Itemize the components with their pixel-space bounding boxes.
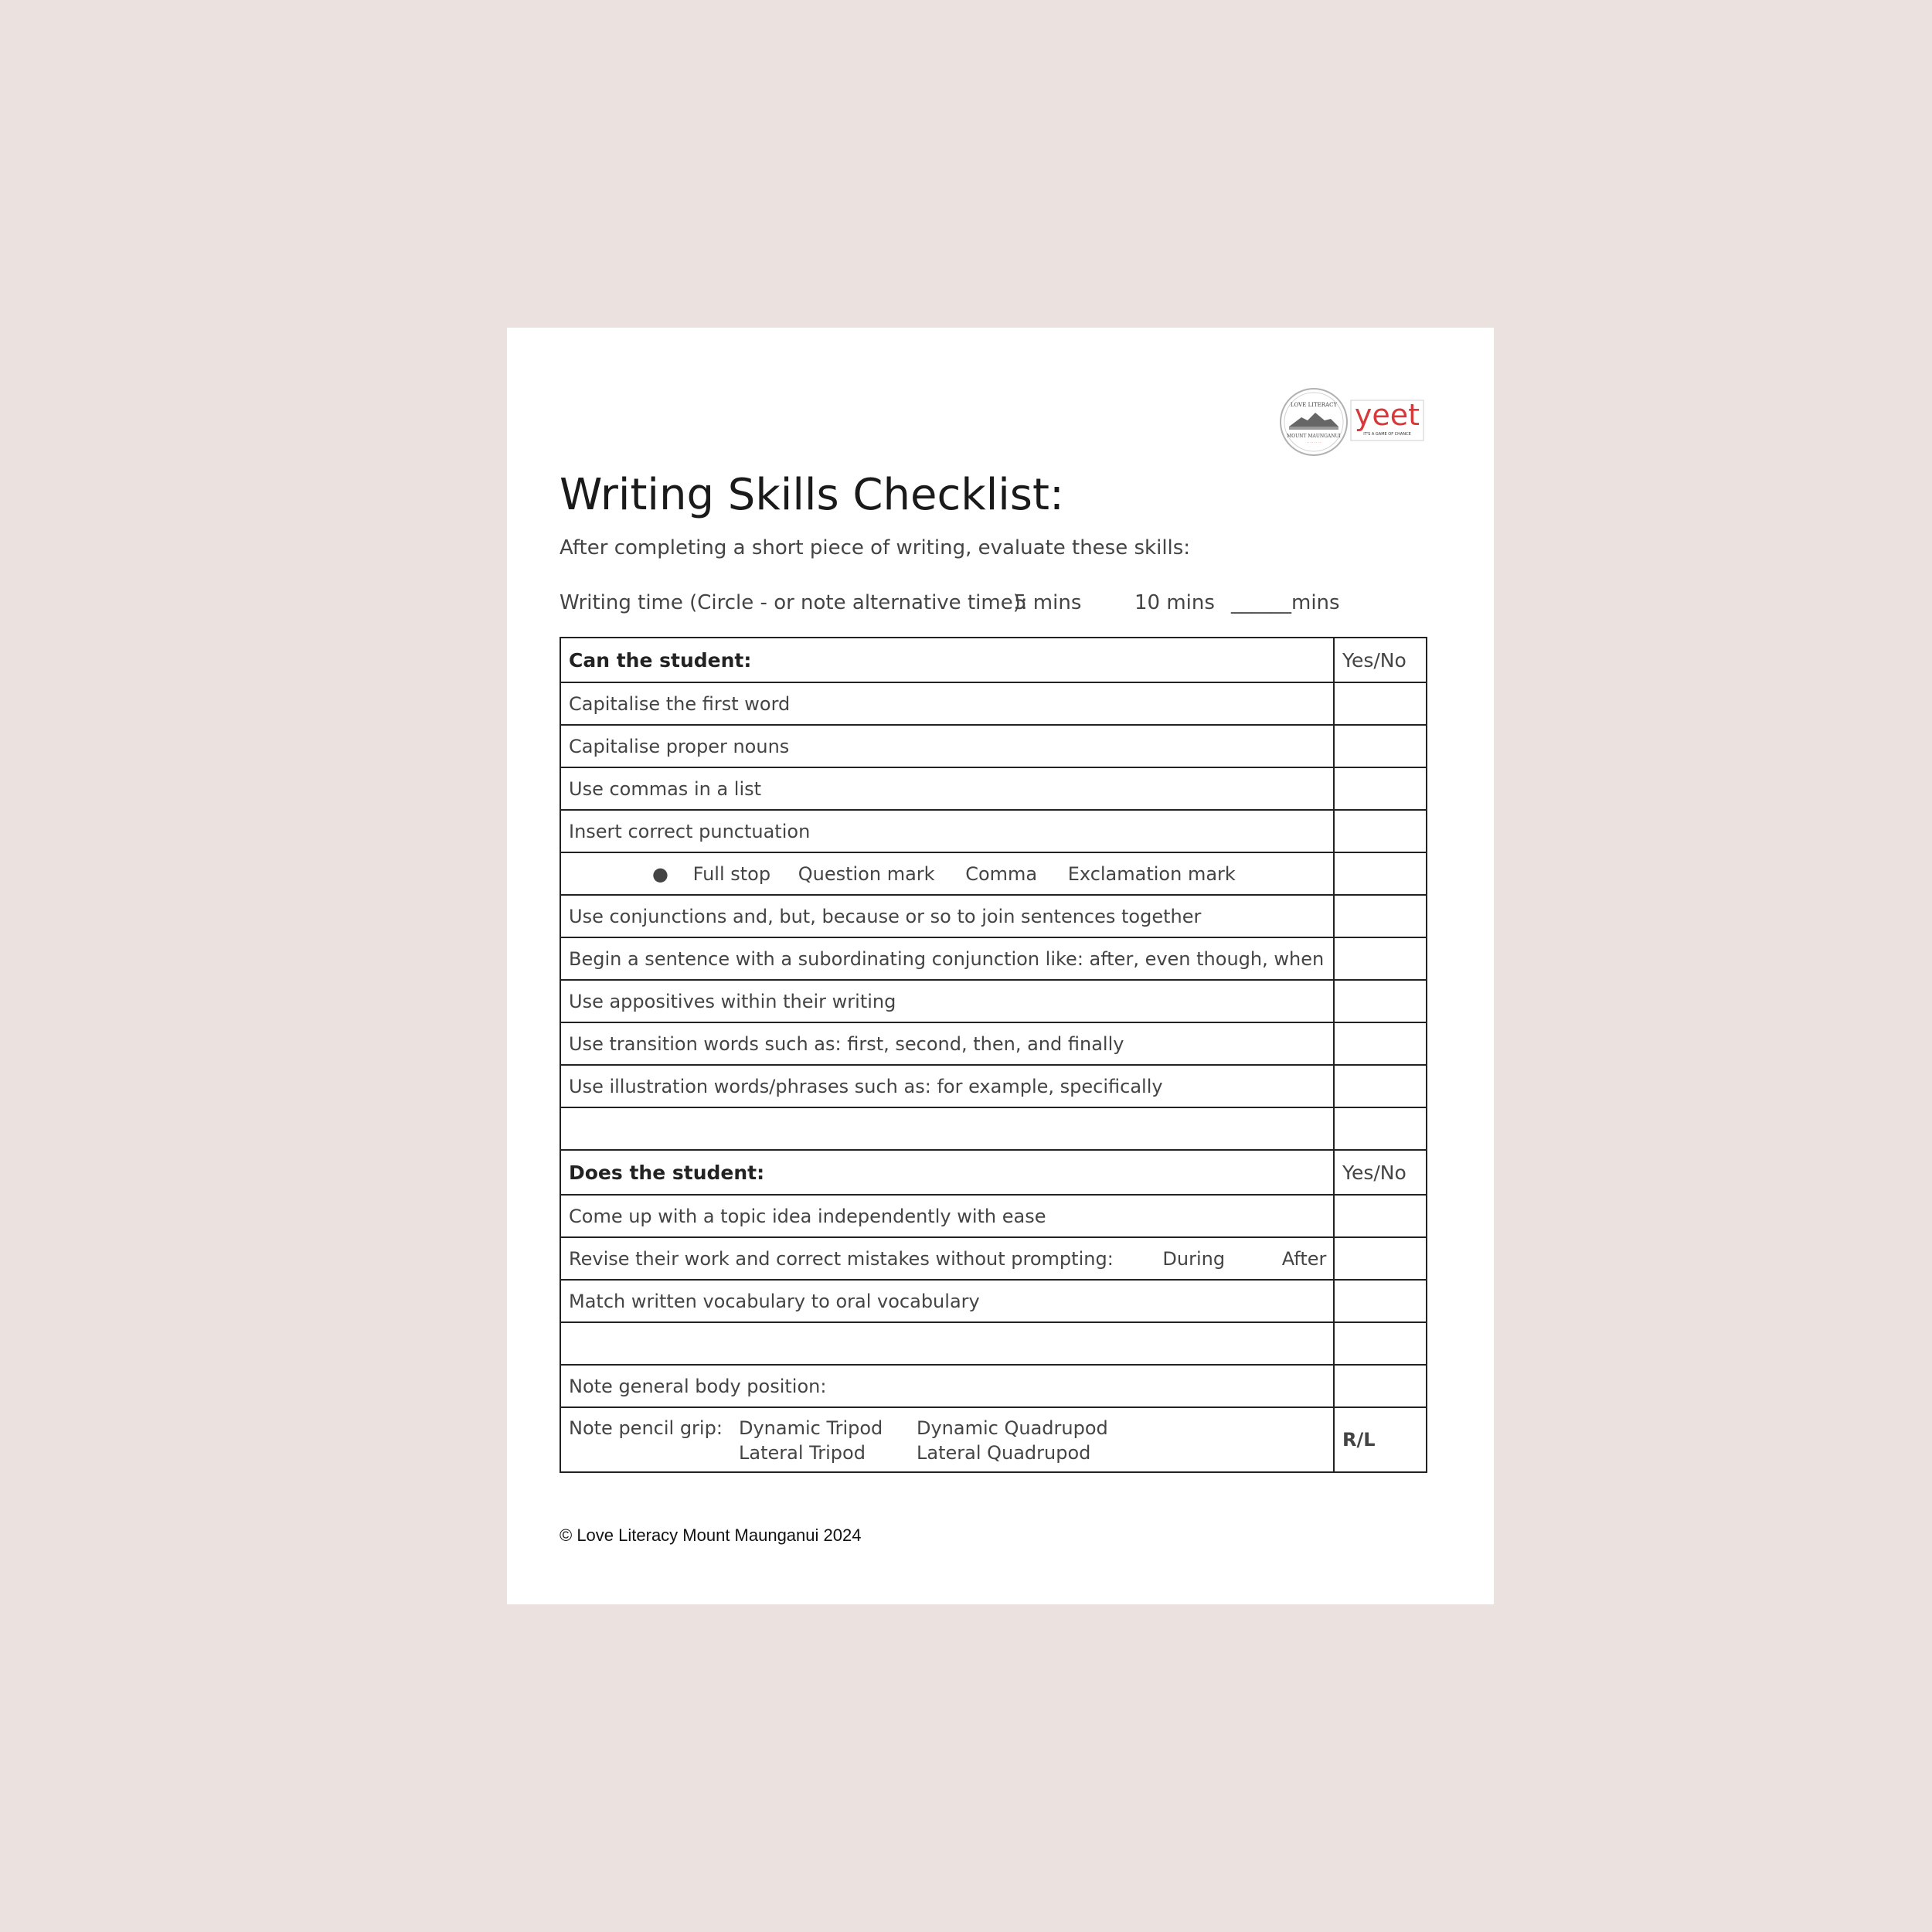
- skill-label: Use commas in a list: [560, 767, 1334, 810]
- table-row: [560, 1365, 1427, 1407]
- table-row: [560, 937, 1427, 980]
- table-row: [560, 1195, 1427, 1237]
- svg-text:yeet: yeet: [1354, 398, 1420, 432]
- table-row: [560, 682, 1427, 725]
- punctuation-option: Full stop: [692, 862, 771, 885]
- table-row: [560, 1107, 1427, 1150]
- table-row: [560, 1280, 1427, 1322]
- skill-label: Insert correct punctuation: [560, 810, 1334, 852]
- skill-label: Capitalise proper nouns: [560, 725, 1334, 767]
- table-row: [560, 852, 1427, 895]
- svg-text:LOVE LITERACY: LOVE LITERACY: [1290, 402, 1338, 408]
- skill-label: Use illustration words/phrases such as: for example, specifically: [560, 1065, 1334, 1107]
- skill-label: Use conjunctions and, but, because or so to join sentences together: [560, 895, 1334, 937]
- grip-option: Dynamic Quadrupod: [917, 1417, 1108, 1439]
- page-title: Writing Skills Checklist:: [560, 470, 1064, 520]
- writing-time-option-5[interactable]: 5 mins: [1014, 591, 1082, 614]
- bullet-icon: ●: [652, 862, 668, 885]
- skill-label: Revise their work and correct mistakes without prompting:: [569, 1247, 1114, 1270]
- blank-cell: [560, 1107, 1334, 1150]
- rl-answer-cell[interactable]: R/L: [1334, 1407, 1427, 1472]
- skill-label: Use transition words such as: first, second, then, and finally: [560, 1022, 1334, 1065]
- grip-option: Lateral Tripod: [739, 1442, 866, 1464]
- answer-cell[interactable]: [1334, 1237, 1427, 1280]
- yes-no-heading: Yes/No: [1334, 638, 1427, 682]
- answer-cell[interactable]: [1334, 767, 1427, 810]
- revise-row: [560, 1237, 1334, 1280]
- punctuation-option: Question mark: [798, 862, 935, 885]
- punctuation-option: Comma: [965, 862, 1038, 885]
- table-row: [560, 1150, 1427, 1195]
- answer-cell[interactable]: [1334, 1107, 1427, 1150]
- answer-cell[interactable]: [1334, 1195, 1427, 1237]
- page-subtitle: After completing a short piece of writing, evaluate these skills:: [560, 536, 1191, 560]
- table-row: [560, 810, 1427, 852]
- answer-cell[interactable]: [1334, 1280, 1427, 1322]
- revise-option-during: During: [1162, 1247, 1226, 1270]
- table-row: [560, 767, 1427, 810]
- svg-text:· · · · · · · ·: · · · · · · · ·: [1306, 440, 1321, 444]
- does-section-heading: Does the student:: [560, 1150, 1334, 1195]
- svg-text:MOUNT MAUNGANUI: MOUNT MAUNGANUI: [1287, 434, 1341, 439]
- skill-label: Begin a sentence with a subordinating conjunction like: after, even though, when: [560, 937, 1334, 980]
- answer-cell[interactable]: [1334, 937, 1427, 980]
- table-row: [560, 980, 1427, 1022]
- answer-cell[interactable]: [1334, 682, 1427, 725]
- writing-time-option-10[interactable]: 10 mins: [1134, 591, 1215, 614]
- answer-cell[interactable]: [1334, 1065, 1427, 1107]
- revise-option-after: After: [1281, 1247, 1327, 1270]
- pencil-grip-cell: [560, 1407, 1334, 1472]
- skill-label: Capitalise the first word: [560, 682, 1334, 725]
- writing-time-option-custom[interactable]: ______mins: [1231, 591, 1340, 614]
- answer-cell[interactable]: [1334, 725, 1427, 767]
- skill-label: Match written vocabulary to oral vocabulary: [560, 1280, 1334, 1322]
- can-section-heading: Can the student:: [560, 638, 1334, 682]
- grip-option: Lateral Quadrupod: [917, 1442, 1091, 1464]
- brand-logo: [1280, 386, 1425, 457]
- answer-cell[interactable]: [1334, 810, 1427, 852]
- writing-time-label: Writing time (Circle - or note alternative time):: [560, 591, 1028, 614]
- skill-label: Come up with a topic idea independently with ease: [560, 1195, 1334, 1237]
- copyright-footer: © Love Literacy Mount Maunganui 2024: [560, 1526, 862, 1545]
- body-position-label: Note general body position:: [560, 1365, 1334, 1407]
- answer-cell[interactable]: [1334, 1322, 1427, 1365]
- table-row: [560, 1237, 1427, 1280]
- answer-cell[interactable]: [1334, 852, 1427, 895]
- punctuation-option: Exclamation mark: [1067, 862, 1236, 885]
- writing-time-line: [560, 591, 1340, 614]
- blank-cell: [560, 1322, 1334, 1365]
- punctuation-options: [560, 852, 1334, 895]
- table-row: [560, 638, 1427, 682]
- answer-cell[interactable]: [1334, 895, 1427, 937]
- skill-label: Use appositives within their writing: [560, 980, 1334, 1022]
- document-page: [507, 328, 1494, 1604]
- answer-cell[interactable]: [1334, 1365, 1427, 1407]
- table-row: [560, 895, 1427, 937]
- table-row: [560, 1322, 1427, 1365]
- table-row: [560, 725, 1427, 767]
- answer-cell[interactable]: [1334, 1022, 1427, 1065]
- table-row: [560, 1407, 1427, 1472]
- table-row: [560, 1065, 1427, 1107]
- yes-no-heading: Yes/No: [1334, 1150, 1427, 1195]
- skills-checklist-table: [560, 637, 1427, 1473]
- answer-cell[interactable]: [1334, 980, 1427, 1022]
- pencil-grip-label: Note pencil grip:: [569, 1417, 723, 1439]
- svg-text:IT'S A GAME OF CHANCE: IT'S A GAME OF CHANCE: [1363, 432, 1411, 437]
- grip-option: Dynamic Tripod: [739, 1417, 883, 1439]
- table-row: [560, 1022, 1427, 1065]
